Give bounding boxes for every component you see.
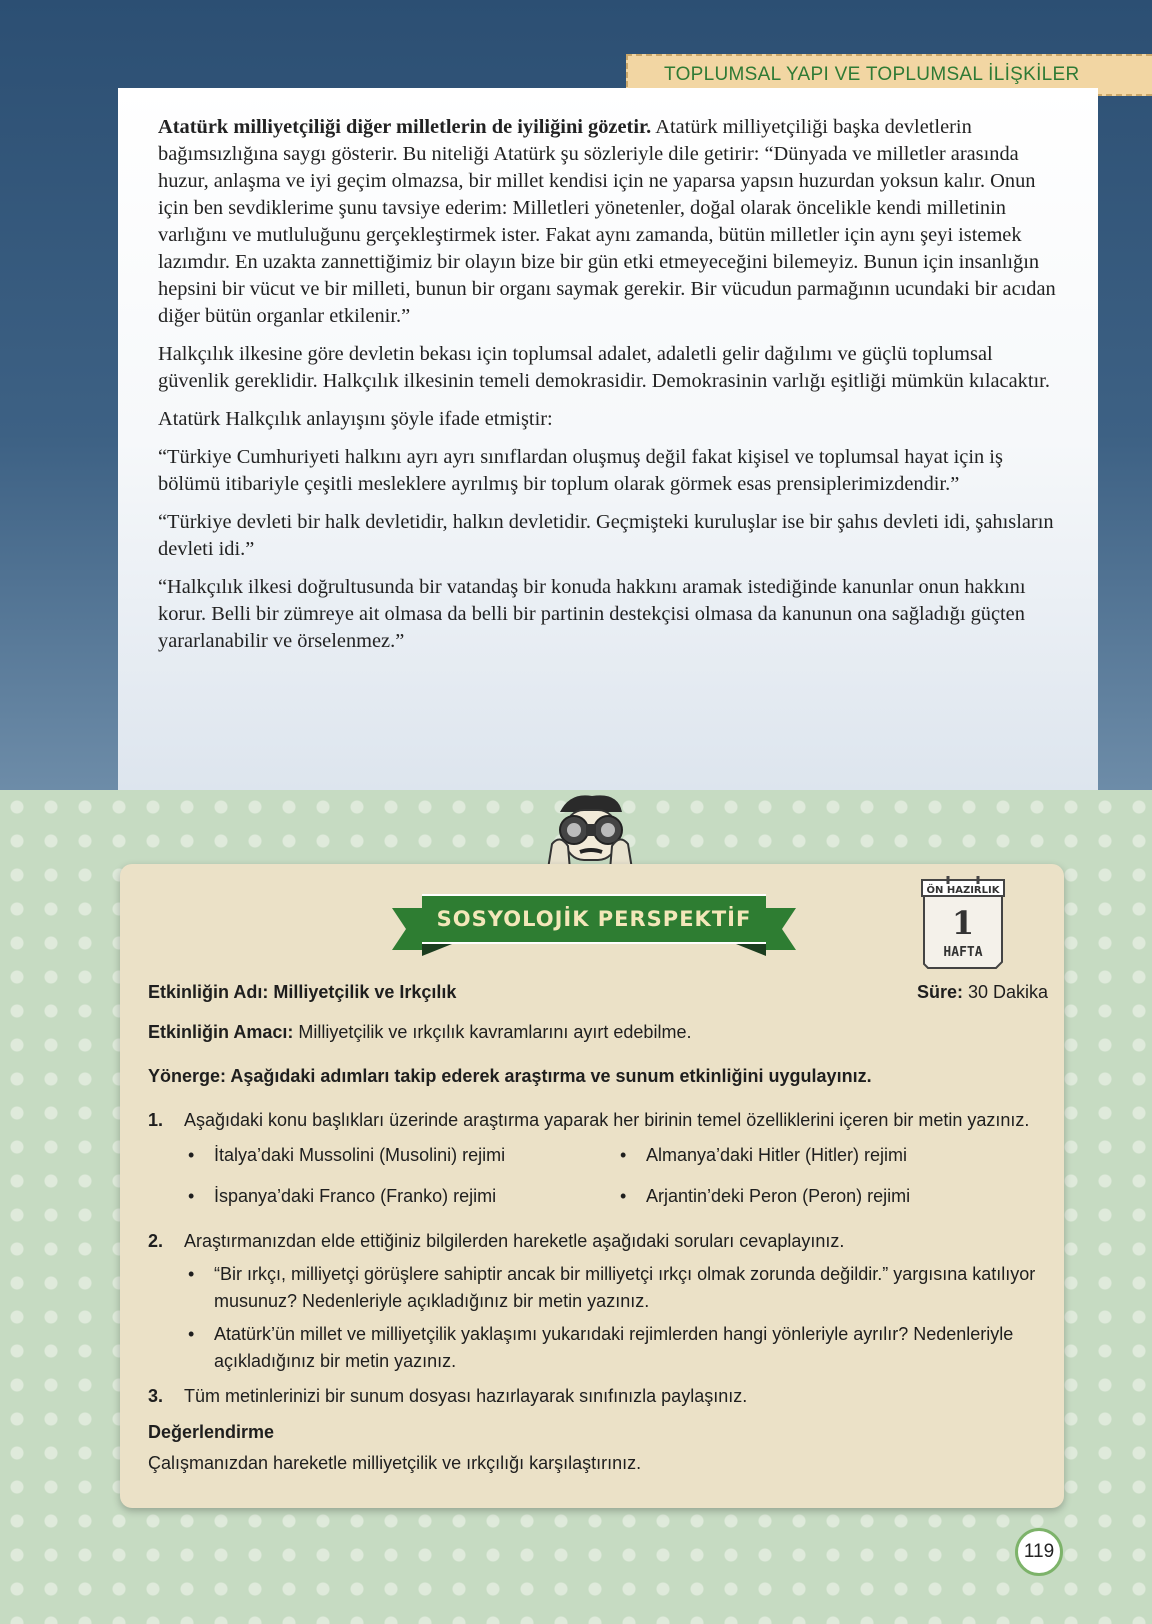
quote-2: “Türkiye devleti bir halk devletidir, halkın devletidir. Geçmişteki kuruluşlar ise bir şahıs devleti idi, şahısların devleti idi.” <box>158 511 1054 560</box>
list-item: • Almanya’daki Hitler (Hitler) rejimi <box>620 1145 908 1165</box>
section-banner <box>392 894 796 956</box>
page-number: 119 <box>1015 1528 1063 1576</box>
list-item: • Atatürk’ün millet ve milliyetçilik yaklaşımı yukarıdaki rejimlerden hangi yönleriyle ayrılır? Nedenleriyle açıkladığınız bir metin yazınız. <box>188 1324 1014 1371</box>
paragraph-nationalism: Atatürk milliyetçiliği diğer milletlerin de iyiliğini gözetir. Atatürk milliyetçiliği başka devletlerin bağımsızlığına saygı gösterir. Bu niteliği Atatürk şu sözleriyle dile getirir: “Dünyada ve milletler arasında huzur, anlaşma ve iyi geçim olmazsa, bir millet kendisi için ne yaparsa yapsın huzurdan yoksun kalır. Onun için ben sevdiklerime şunu tavsiye ederim: Milletleri yönetenler, doğal olarak öncelikle kendi milletinin varlığını ve mutluluğunu gerçekleştirmek ister. Fakat aynı zamanda, bütün milletler için aynı şeyi istemek lazımdır. En uzakta zannettiğimiz bir olayın bize bir gün etki etmeyeceğini bilemeyiz. Bunun için insanlığın hepsini bir vücut ve bir milleti, bunun bir organı saymak gerekir. Bir vücudun parmağının ucundaki bir acıdan diğer bütün organlar etkilenir.” <box>158 116 1056 327</box>
regime-list <box>148 1142 1048 1216</box>
activity-purpose: Etkinliğin Amacı: Milliyetçilik ve ırkçılık kavramlarını ayırt edebilme. <box>148 1022 692 1042</box>
list-item: • İtalya’daki Mussolini (Musolini) rejimi <box>188 1145 506 1165</box>
calendar-number: 1 <box>951 904 975 942</box>
list-item: • İspanya’daki Franco (Franko) rejimi <box>188 1186 497 1206</box>
paragraph-populism: Halkçılık ilkesine göre devletin bekası için toplumsal adalet, adaletli gelir dağılımı ve güçlü toplumsal güvenlik gereklidir. Halkçılık ilkesinin temeli demokrasidir. Demokrasinin varlığı eşitliği mümkün kılacaktır. <box>158 343 1050 392</box>
step-2: 2. Araştırmanızdan elde ettiğiniz bilgilerden hareketle aşağıdaki soruları cevaplayınız. <box>148 1231 845 1251</box>
evaluation-text: Çalışmanızdan hareketle milliyetçilik ve ırkçılığı karşılaştırınız. <box>148 1453 642 1473</box>
activity-name: Etkinliğin Adı: Milliyetçilik ve Irkçılık <box>148 982 457 1002</box>
step-3: 3. Tüm metinlerinizi bir sunum dosyası hazırlayarak sınıfınızla paylaşınız. <box>148 1386 748 1406</box>
quote-3: “Halkçılık ilkesi doğrultusunda bir vatandaş bir konuda hakkını aramak istediğinde kanunlar onun hakkını korur. Belli bir zümreye ait olmasa da belli bir partinin destekçisi olmasa da kanunun ona sağladığı güçten yararlanabilir ve örselenmez.” <box>158 576 1026 652</box>
question-list <box>148 1261 1048 1375</box>
activity-meta-row <box>148 982 1048 1003</box>
activity-content <box>148 982 1048 1474</box>
calendar-top-label: ÖN HAZIRLIK <box>926 885 1000 896</box>
banner-title: SOSYOLOJİK PERSPEKTİF <box>436 907 752 931</box>
paragraph-lead: Atatürk milliyetçiliği diğer milletlerin de iyiliğini gözetir. <box>158 116 652 138</box>
paragraph-intro-quote: Atatürk Halkçılık anlayışını şöyle ifade etmiştir: <box>158 408 553 430</box>
calendar-icon <box>918 872 1008 972</box>
activity-duration: Süre: 30 Dakika <box>916 982 1048 1002</box>
quote-1: “Türkiye Cumhuriyeti halkını ayrı ayrı sınıflardan oluşmuş değil fakat kişisel ve toplumsal hayat için iş bölümü itibariyle çeşitli mesleklere ayrılmış bir toplum olarak görmek esas prensiplerimizdendir.” <box>158 446 1003 495</box>
chapter-title: TOPLUMSAL YAPI VE TOPLUMSAL İLİŞKİLER <box>664 64 1080 85</box>
list-item: • Arjantin’deki Peron (Peron) rejimi <box>620 1186 911 1206</box>
step-1: 1. Aşağıdaki konu başlıkları üzerinde araştırma yaparak her birinin temel özelliklerini içeren bir metin yazınız. <box>148 1110 1030 1130</box>
list-item: • “Bir ırkçı, milliyetçi görüşlere sahiptir ancak bir milliyetçi ırkçı olmak zorunda değildir.” yargısına katılıyor musunuz? Nedenleriyle açıkladığınız bir metin yazınız. <box>188 1264 1036 1311</box>
reading-card <box>118 88 1098 790</box>
activity-instruction: Yönerge: Aşağıdaki adımları takip ederek araştırma ve sunum etkinliğini uygulayınız. <box>148 1066 872 1086</box>
evaluation-title: Değerlendirme <box>148 1422 275 1442</box>
banner-body <box>422 894 766 944</box>
calendar-unit: HAFTA <box>943 945 983 960</box>
